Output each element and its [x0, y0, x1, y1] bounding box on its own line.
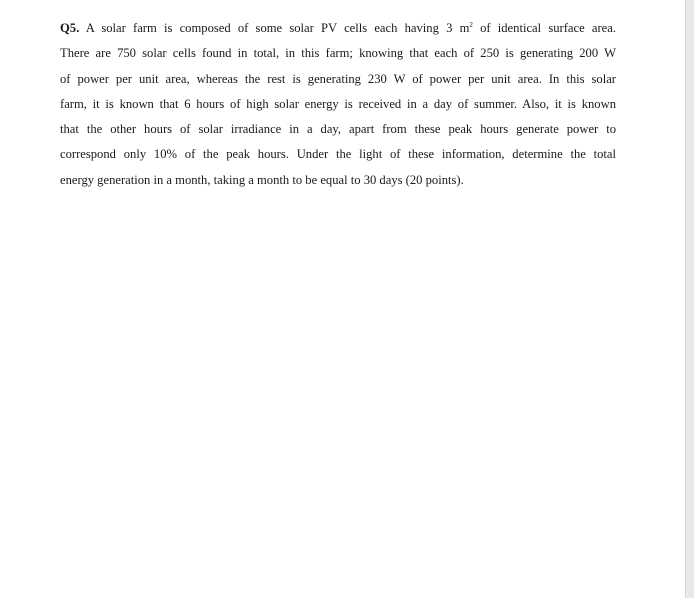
question-line-6: correspond only 10% of the peak hours. Under the light of these information, determine the total [60, 147, 616, 162]
question-line-2: There are 750 solar cells found in total, in this farm; knowing that each of 250 is generating 200 W [60, 46, 616, 61]
question-line-1-rest: of identical surface area. [472, 21, 616, 35]
question-line-7: energy generation in a month, taking a month to be equal to 30 days (20 points). [60, 172, 464, 187]
question-line-3: of power per unit area, whereas the rest is generating 230 W of power per unit area. In this solar [60, 71, 616, 86]
question-number: Q5. [60, 21, 80, 35]
question-line-4: farm, it is known that 6 hours of high solar energy is received in a day of summer. Also, it is known [60, 96, 616, 111]
question-line-1-text: A solar farm is composed of some solar PV cells each having 3 m [79, 21, 470, 35]
question-paragraph [60, 16, 616, 193]
question-line-1 [60, 16, 616, 41]
page-edge-border [685, 0, 694, 598]
question-line-5: that the other hours of solar irradiance in a day, apart from these peak hours generate power to [60, 122, 616, 137]
squared-superscript: 2 [469, 20, 473, 29]
